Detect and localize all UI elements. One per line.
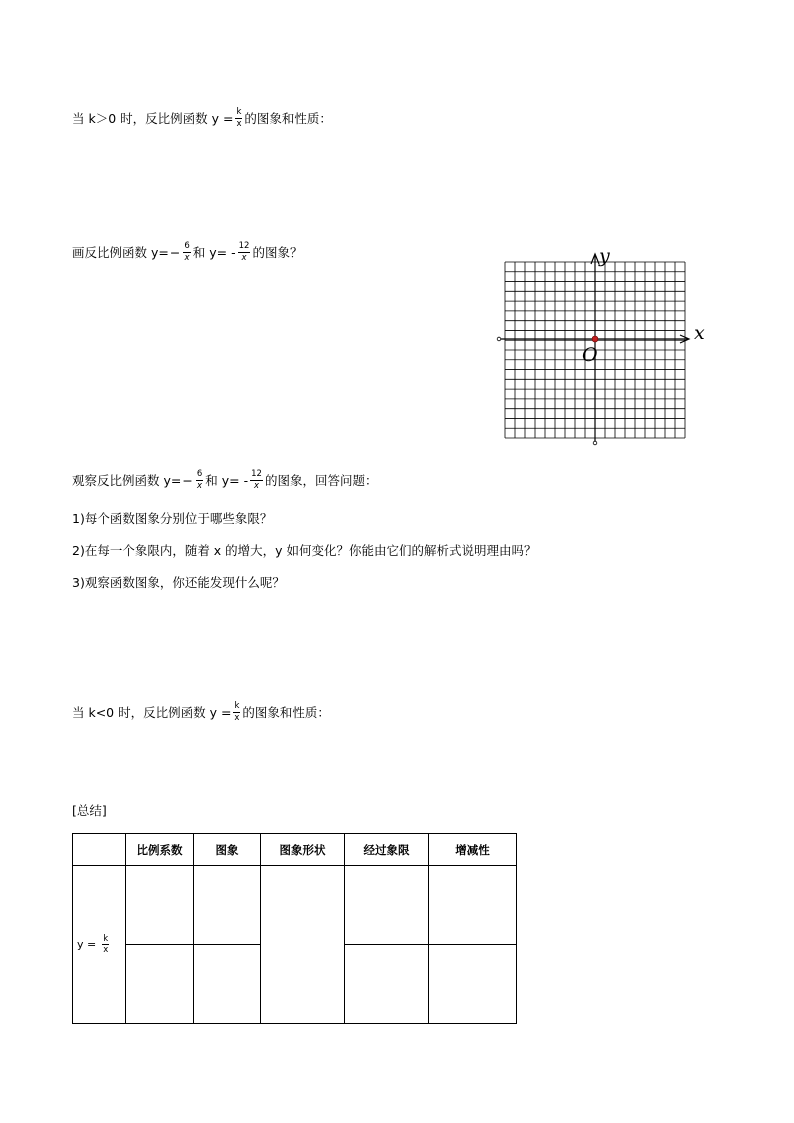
section3-and: 和 y= - bbox=[205, 473, 249, 488]
fraction-numerator: 6 bbox=[196, 469, 203, 479]
section2-prefix: 画反比例函数 y= bbox=[72, 245, 169, 260]
table-row bbox=[73, 866, 517, 945]
row-label-prefix: y = bbox=[77, 938, 97, 951]
fraction-k-over-x bbox=[235, 108, 242, 128]
fraction-6-over-x bbox=[183, 242, 190, 262]
summary-table bbox=[72, 833, 517, 1024]
section-observe bbox=[72, 470, 377, 490]
coordinate-grid bbox=[494, 244, 714, 450]
fraction-numerator: 6 bbox=[184, 241, 190, 251]
question-1: 1)每个函数图象分别位于哪些象限？ bbox=[72, 511, 273, 526]
section-k-positive bbox=[72, 108, 332, 128]
y-axis-bottom-end bbox=[593, 441, 597, 445]
header-cell-blank bbox=[73, 834, 126, 866]
fraction-numerator: k bbox=[234, 701, 240, 711]
header-cell-monotonicity: 增减性 bbox=[429, 834, 517, 866]
section1-suffix: 的图象和性质： bbox=[244, 111, 332, 126]
fraction-k-over-x bbox=[102, 935, 109, 955]
fraction-numerator: k bbox=[103, 933, 109, 944]
fraction-denominator: x bbox=[197, 480, 203, 491]
row-label-formula bbox=[73, 935, 125, 955]
quadrants-cell-2[interactable] bbox=[345, 945, 429, 1024]
fraction-denominator: x bbox=[234, 712, 240, 723]
summary-heading: [总结] bbox=[72, 803, 107, 818]
section3-neg: − bbox=[182, 472, 193, 488]
fraction-denominator: x bbox=[254, 480, 260, 491]
fraction-numerator: 12 bbox=[238, 241, 250, 251]
section4-prefix: 当 k<0 时，反比例函数 y = bbox=[72, 705, 232, 720]
monotonicity-cell-2[interactable] bbox=[429, 945, 517, 1024]
section2-and: 和 y= - bbox=[192, 245, 236, 260]
quadrants-cell-1[interactable] bbox=[345, 866, 429, 945]
fraction-denominator: x bbox=[184, 252, 190, 263]
row-label-cell bbox=[73, 866, 126, 1024]
section3-suffix: 的图象，回答问题： bbox=[264, 473, 378, 488]
fraction-6-over-x bbox=[196, 470, 203, 490]
coefficient-cell-1[interactable] bbox=[126, 866, 194, 945]
y-axis-label: y bbox=[599, 245, 610, 267]
shape-cell[interactable] bbox=[261, 866, 345, 1024]
fraction-numerator: 12 bbox=[251, 469, 262, 479]
section-draw-graphs bbox=[72, 242, 302, 262]
header-cell-shape: 图象形状 bbox=[261, 834, 345, 866]
fraction-12-over-x bbox=[250, 470, 263, 490]
fraction-denominator: x bbox=[103, 945, 109, 955]
question-3: 3)观察函数图象，你还能发现什么呢？ bbox=[72, 575, 285, 590]
section1-gt: ＞ bbox=[95, 111, 109, 126]
section1-mid: 0 时，反比例函数 y = bbox=[108, 111, 234, 126]
fraction-denominator: x bbox=[241, 252, 247, 263]
header-cell-coefficient: 比例系数 bbox=[126, 834, 194, 866]
x-axis-label: x bbox=[694, 322, 705, 344]
table-header-row bbox=[73, 834, 517, 866]
x-axis-left-end bbox=[497, 337, 501, 341]
section1-prefix: 当 k bbox=[72, 111, 96, 126]
question-2: 2)在每一个象限内，随着 x 的增大，y 如何变化？你能由它们的解析式说明理由吗？ bbox=[72, 543, 537, 558]
fraction-k-over-x bbox=[233, 702, 240, 722]
section2-suffix: 的图象？ bbox=[252, 245, 303, 260]
section3-prefix: 观察反比例函数 y= bbox=[72, 473, 182, 488]
graph-cell-2[interactable] bbox=[194, 945, 261, 1024]
section2-neg: − bbox=[169, 244, 181, 260]
fraction-12-over-x bbox=[238, 242, 251, 262]
header-cell-graph: 图象 bbox=[194, 834, 261, 866]
coefficient-cell-2[interactable] bbox=[126, 945, 194, 1024]
monotonicity-cell-1[interactable] bbox=[429, 866, 517, 945]
section4-suffix: 的图象和性质： bbox=[242, 705, 330, 720]
header-cell-quadrants: 经过象限 bbox=[345, 834, 429, 866]
fraction-denominator: x bbox=[236, 118, 242, 129]
fraction-numerator: k bbox=[236, 107, 242, 117]
graph-cell-1[interactable] bbox=[194, 866, 261, 945]
section-k-negative bbox=[72, 702, 330, 722]
origin-point bbox=[592, 336, 598, 342]
origin-label: O bbox=[582, 344, 598, 366]
